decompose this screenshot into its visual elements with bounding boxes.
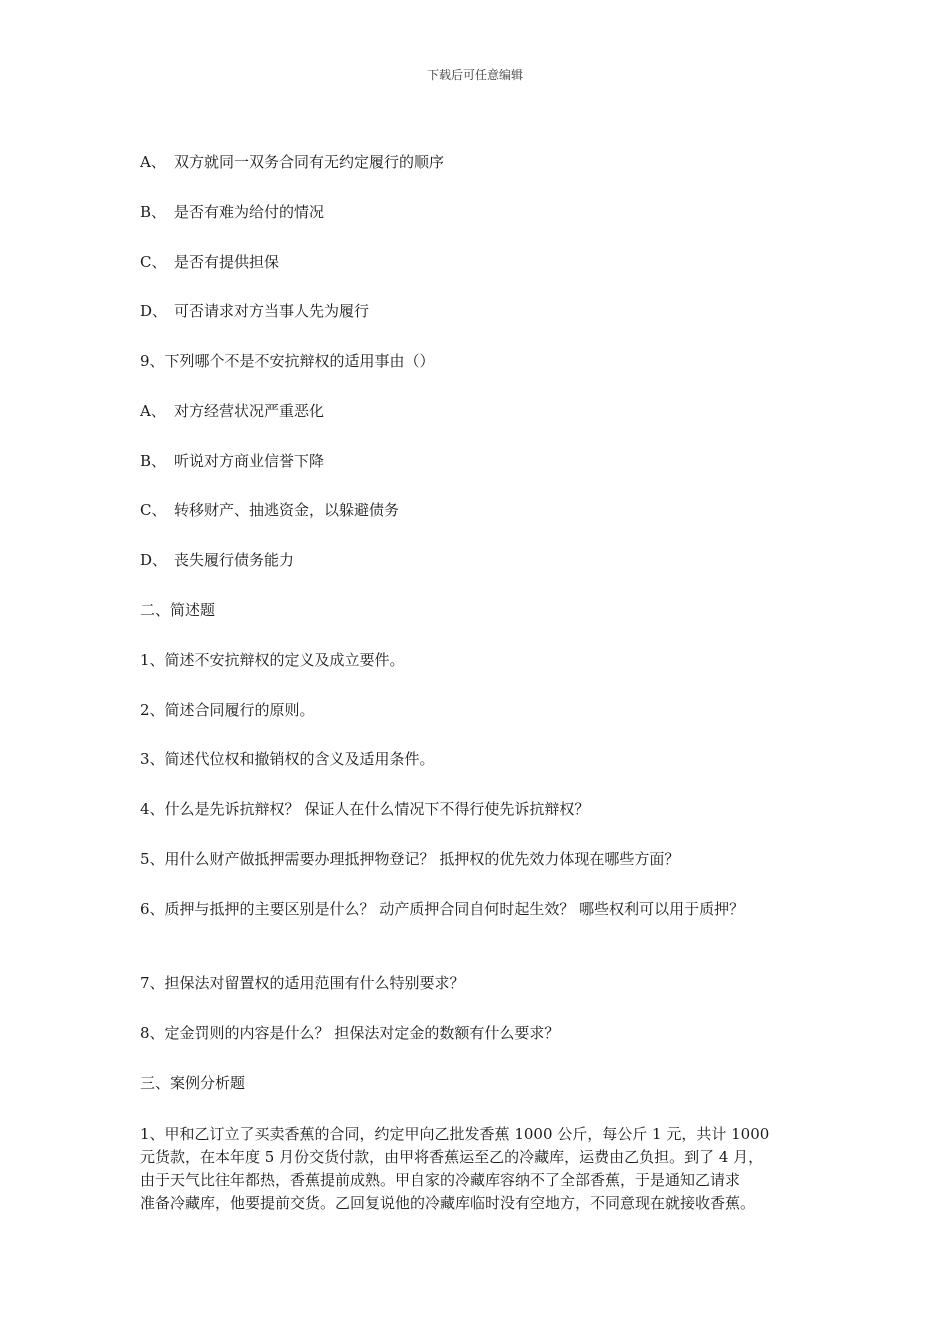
q9-option-c: [140, 501, 399, 519]
option-letter: A、: [140, 153, 166, 171]
option-text: 可否请求对方当事人先为履行: [174, 302, 370, 320]
q9-option-d: [140, 551, 294, 569]
section-title: 二、简述题: [140, 601, 216, 619]
option-text: 双方就同一双务合同有无约定履行的顺序: [174, 153, 445, 171]
option-text: 是否有提供担保: [174, 253, 280, 271]
option-text: 是否有难为给付的情况: [174, 203, 325, 221]
case-line: 1、甲和乙订立了买卖香蕉的合同，约定甲向乙批发香蕉 1000 公斤，每公斤 1 元，共计 1000: [140, 1125, 770, 1143]
short-answer-item: 7、担保法对留置权的适用范围有什么特别要求？: [140, 974, 465, 992]
q8-option-b: [140, 203, 324, 221]
option-text: 对方经营状况严重恶化: [174, 402, 325, 420]
option-letter: D、: [140, 302, 168, 320]
q9-question: 9、下列哪个不是不安抗辩权的适用事由（）: [140, 352, 435, 370]
q8-option-d: [140, 302, 369, 320]
option-letter: A、: [140, 402, 166, 420]
short-answer-item: 8、定金罚则的内容是什么？ 担保法对定金的数额有什么要求？: [140, 1024, 560, 1042]
case-line: 准备冷藏库，他要提前交货。乙回复说他的冷藏库临时没有空地方，不同意现在就接收香蕉。: [140, 1194, 756, 1212]
short-answer-item: 1、简述不安抗辩权的定义及成立要件。: [140, 651, 405, 669]
short-answer-item: 3、简述代位权和撤销权的含义及适用条件。: [140, 750, 435, 768]
q8-option-a: [140, 153, 444, 171]
short-answer-item: 4、什么是先诉抗辩权？ 保证人在什么情况下不得行使先诉抗辩权？: [140, 800, 590, 818]
q9-option-b: [140, 452, 324, 470]
option-text: 听说对方商业信誉下降: [174, 452, 325, 470]
option-letter: B、: [140, 203, 167, 221]
option-letter: B、: [140, 452, 167, 470]
option-letter: C、: [140, 253, 167, 271]
short-answer-item: 6、质押与抵押的主要区别是什么？ 动产质押合同自何时起生效？ 哪些权利可以用于质押？: [140, 900, 745, 918]
case-line: 元货款，在本年度 5 月份交货付款，由甲将香蕉运至乙的冷藏库，运费由乙负担。到了 4 月，: [140, 1148, 764, 1166]
case-paragraph: [140, 1123, 825, 1215]
section-title: 三、案例分析题: [140, 1074, 246, 1092]
short-answer-item: 2、简述合同履行的原则。: [140, 701, 315, 719]
option-text: 丧失履行债务能力: [174, 551, 295, 569]
q8-option-c: [140, 253, 279, 271]
page-header: 下载后可任意编辑: [426, 68, 523, 82]
short-answer-item: 5、用什么财产做抵押需要办理抵押物登记？ 抵押权的优先效力体现在哪些方面？: [140, 850, 680, 868]
option-letter: D、: [140, 551, 168, 569]
option-letter: C、: [140, 501, 167, 519]
q9-option-a: [140, 402, 324, 420]
case-line: 由于天气比往年都热，香蕉提前成熟。甲自家的冷藏库容纳不了全部香蕉，于是通知乙请求: [140, 1171, 741, 1189]
option-text: 转移财产、抽逃资金，以躲避债务: [174, 501, 400, 519]
